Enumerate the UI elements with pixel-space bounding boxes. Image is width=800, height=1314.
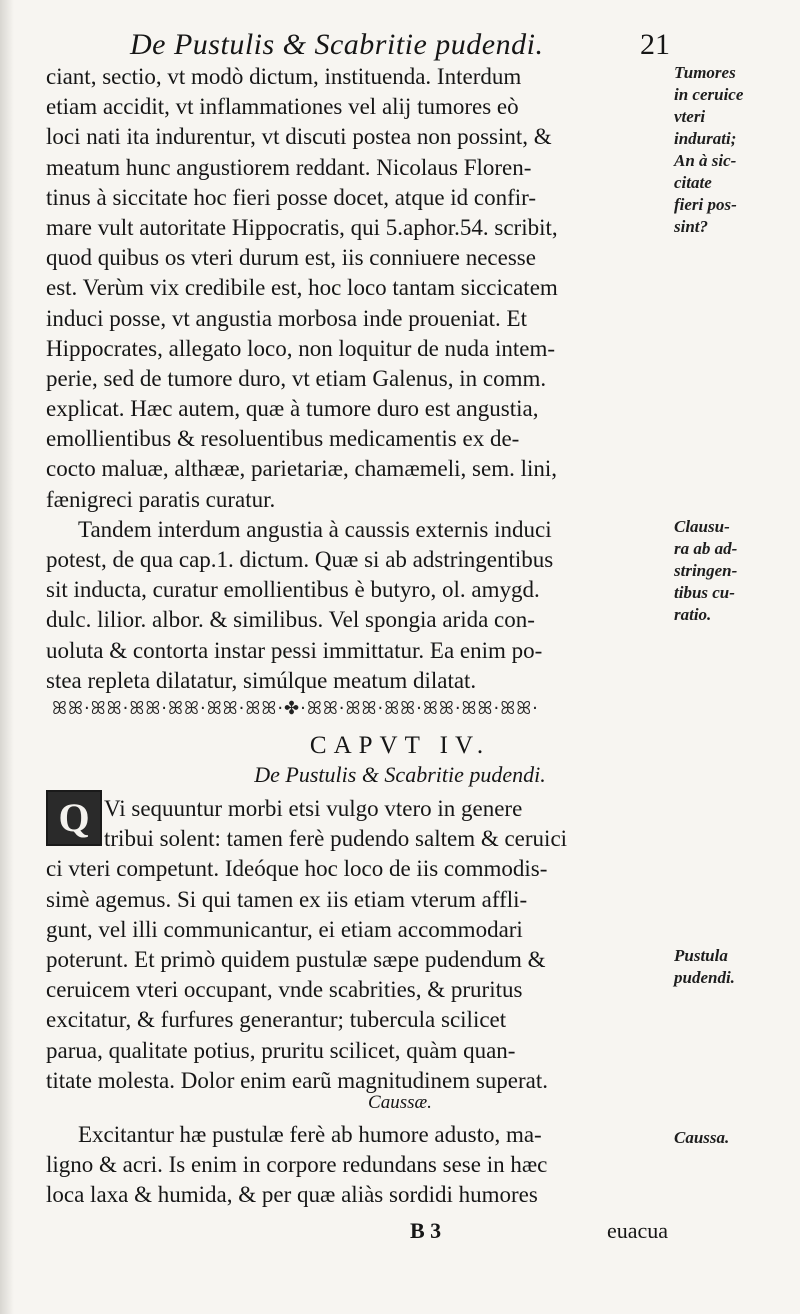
- drop-cap-initial: Q: [46, 790, 102, 846]
- text-line: Excitantur hæ pustulæ ferè ab humore adusto, ma-: [78, 1122, 542, 1147]
- text-line: mare vult autoritate Hippocratis, qui 5.aphor.54. scribit,: [46, 214, 558, 240]
- text-line: Tandem interdum angustia à caussis externis induci: [78, 516, 552, 542]
- text-line: gunt, vel illi communicantur, ei etiam accommodari: [46, 916, 523, 942]
- paragraph-block-1: [46, 62, 666, 696]
- text-line: tinus à siccitate hoc fieri posse docet, atque id confir-: [46, 184, 537, 210]
- running-title: De Pustulis & Scabritie pudendi.: [130, 28, 544, 61]
- marginal-line: An à sic-: [674, 151, 737, 170]
- text-line: stea repleta dilatatur, simúlque meatum dilatat.: [46, 667, 477, 693]
- marginal-line: vteri: [674, 107, 706, 126]
- ornament-rule: ꕤꕤ·ꕤꕤ·ꕤꕤ·ꕤꕤ·ꕤꕤ·ꕤꕤ·✤·ꕤꕤ·ꕤꕤ·ꕤꕤ·ꕤꕤ·ꕤꕤ·ꕤꕤ·: [52, 698, 539, 719]
- marginal-line: Pustula: [674, 946, 728, 965]
- marginal-line: Clausu-: [674, 517, 730, 536]
- page-gutter-shadow: [0, 0, 14, 1314]
- signature-mark: B 3: [410, 1218, 442, 1243]
- text-line: meatum hunc angustiorem reddant. Nicolaus Floren-: [46, 154, 532, 180]
- text-line: loci nati ita indurentur, vt discuti postea non possint, &: [46, 124, 552, 150]
- marginal-line: citate: [674, 173, 712, 192]
- marginal-line: ra ab ad-: [674, 539, 738, 558]
- marginal-line: Tumores: [674, 63, 736, 82]
- text-line: dulc. lilior. albor. & similibus. Vel spongia arida con-: [46, 607, 535, 633]
- page-number: 21: [640, 28, 670, 61]
- text-line: loca laxa & humida, & per quæ aliàs sordidi humores: [46, 1182, 538, 1208]
- text-line: titate molesta. Dolor enim earũ magnitudinem superat.: [46, 1067, 549, 1093]
- marginal-note-pustula: [674, 945, 794, 989]
- catchword: euacua: [606, 1218, 668, 1243]
- text-line: excitatur, & furfures generantur; tubercula scilicet: [46, 1007, 507, 1033]
- text-line: emollientibus & resoluentibus medicamentis ex de-: [46, 426, 520, 452]
- marginal-line: pudendi.: [674, 968, 735, 987]
- paragraph-block-3: [46, 794, 666, 1096]
- marginal-note-caussa: [674, 1127, 794, 1149]
- text-line: Hippocrates, allegato loco, non loquitur de nuda intem-: [46, 335, 556, 361]
- marginal-line: ratio.: [674, 605, 712, 624]
- chapter-title: CAPVT IV.: [309, 732, 491, 759]
- marginal-line: stringen-: [674, 561, 738, 580]
- text-line: ligno & acri. Is enim in corpore redundans sese in hæc: [46, 1152, 548, 1178]
- text-line: simè agemus. Si qui tamen ex iis etiam vterum affli-: [46, 886, 528, 912]
- marginal-note-tumores: [674, 62, 794, 238]
- text-line: quod quibus os vteri durum est, iis conniuere necesse: [46, 245, 536, 271]
- text-line: potest, de qua cap.1. dictum. Quæ si ab adstringentibus: [46, 547, 554, 572]
- text-line: perie, sed de tumore duro, vt etiam Galenus, in comm.: [46, 365, 547, 391]
- text-line: poterunt. Et primò quidem pustulæ sæpe pudendum &: [46, 946, 546, 972]
- marginal-line: indurati;: [674, 129, 737, 148]
- text-line: est. Verùm vix credibile est, hoc loco tantam siccicatem: [46, 275, 558, 301]
- text-line: Vi sequuntur morbi etsi vulgo vtero in genere: [104, 796, 523, 821]
- text-line: ci vteri competunt. Ideóque hoc loco de iis commodis-: [46, 856, 548, 882]
- text-line: fænigreci paratis curatur.: [46, 486, 276, 512]
- text-line: ciant, sectio, vt modò dictum, instituenda. Interdum: [46, 64, 522, 89]
- chapter-subtitle: De Pustulis & Scabritie pudendi.: [254, 762, 546, 787]
- section-subhead: Caussæ.: [368, 1092, 432, 1113]
- marginal-line: in ceruice: [674, 85, 744, 104]
- text-line: etiam accidit, vt inflammationes vel alij tumores eò: [46, 94, 519, 120]
- text-line: sit inducta, curatur emollientibus è butyro, ol. amygd.: [46, 577, 540, 603]
- marginal-note-clausura: [674, 516, 794, 626]
- text-line: induci posse, vt angustia morbosa inde proueniat. Et: [46, 305, 527, 331]
- text-line: parua, qualitate potius, pruritu scilicet, quàm quan-: [46, 1037, 516, 1063]
- text-line: explicat. Hæc autem, quæ à tumore duro est angustia,: [46, 396, 539, 422]
- text-line: cocto maluæ, althææ, parietariæ, chamæmeli, sem. lini,: [46, 456, 558, 482]
- marginal-line: Caussa.: [674, 1128, 730, 1147]
- marginal-line: sint?: [674, 217, 709, 236]
- paragraph-block-4: [46, 1120, 666, 1211]
- marginal-line: tibus cu-: [674, 583, 735, 602]
- text-line: tribui solent: tamen ferè pudendo saltem & ceruici: [104, 826, 568, 852]
- text-line: uoluta & contorta instar pessi immittatur. Ea enim po-: [46, 637, 543, 663]
- text-line: ceruicem vteri occupant, vnde scabrities, & pruritus: [46, 977, 523, 1003]
- marginal-line: fieri pos-: [674, 195, 737, 214]
